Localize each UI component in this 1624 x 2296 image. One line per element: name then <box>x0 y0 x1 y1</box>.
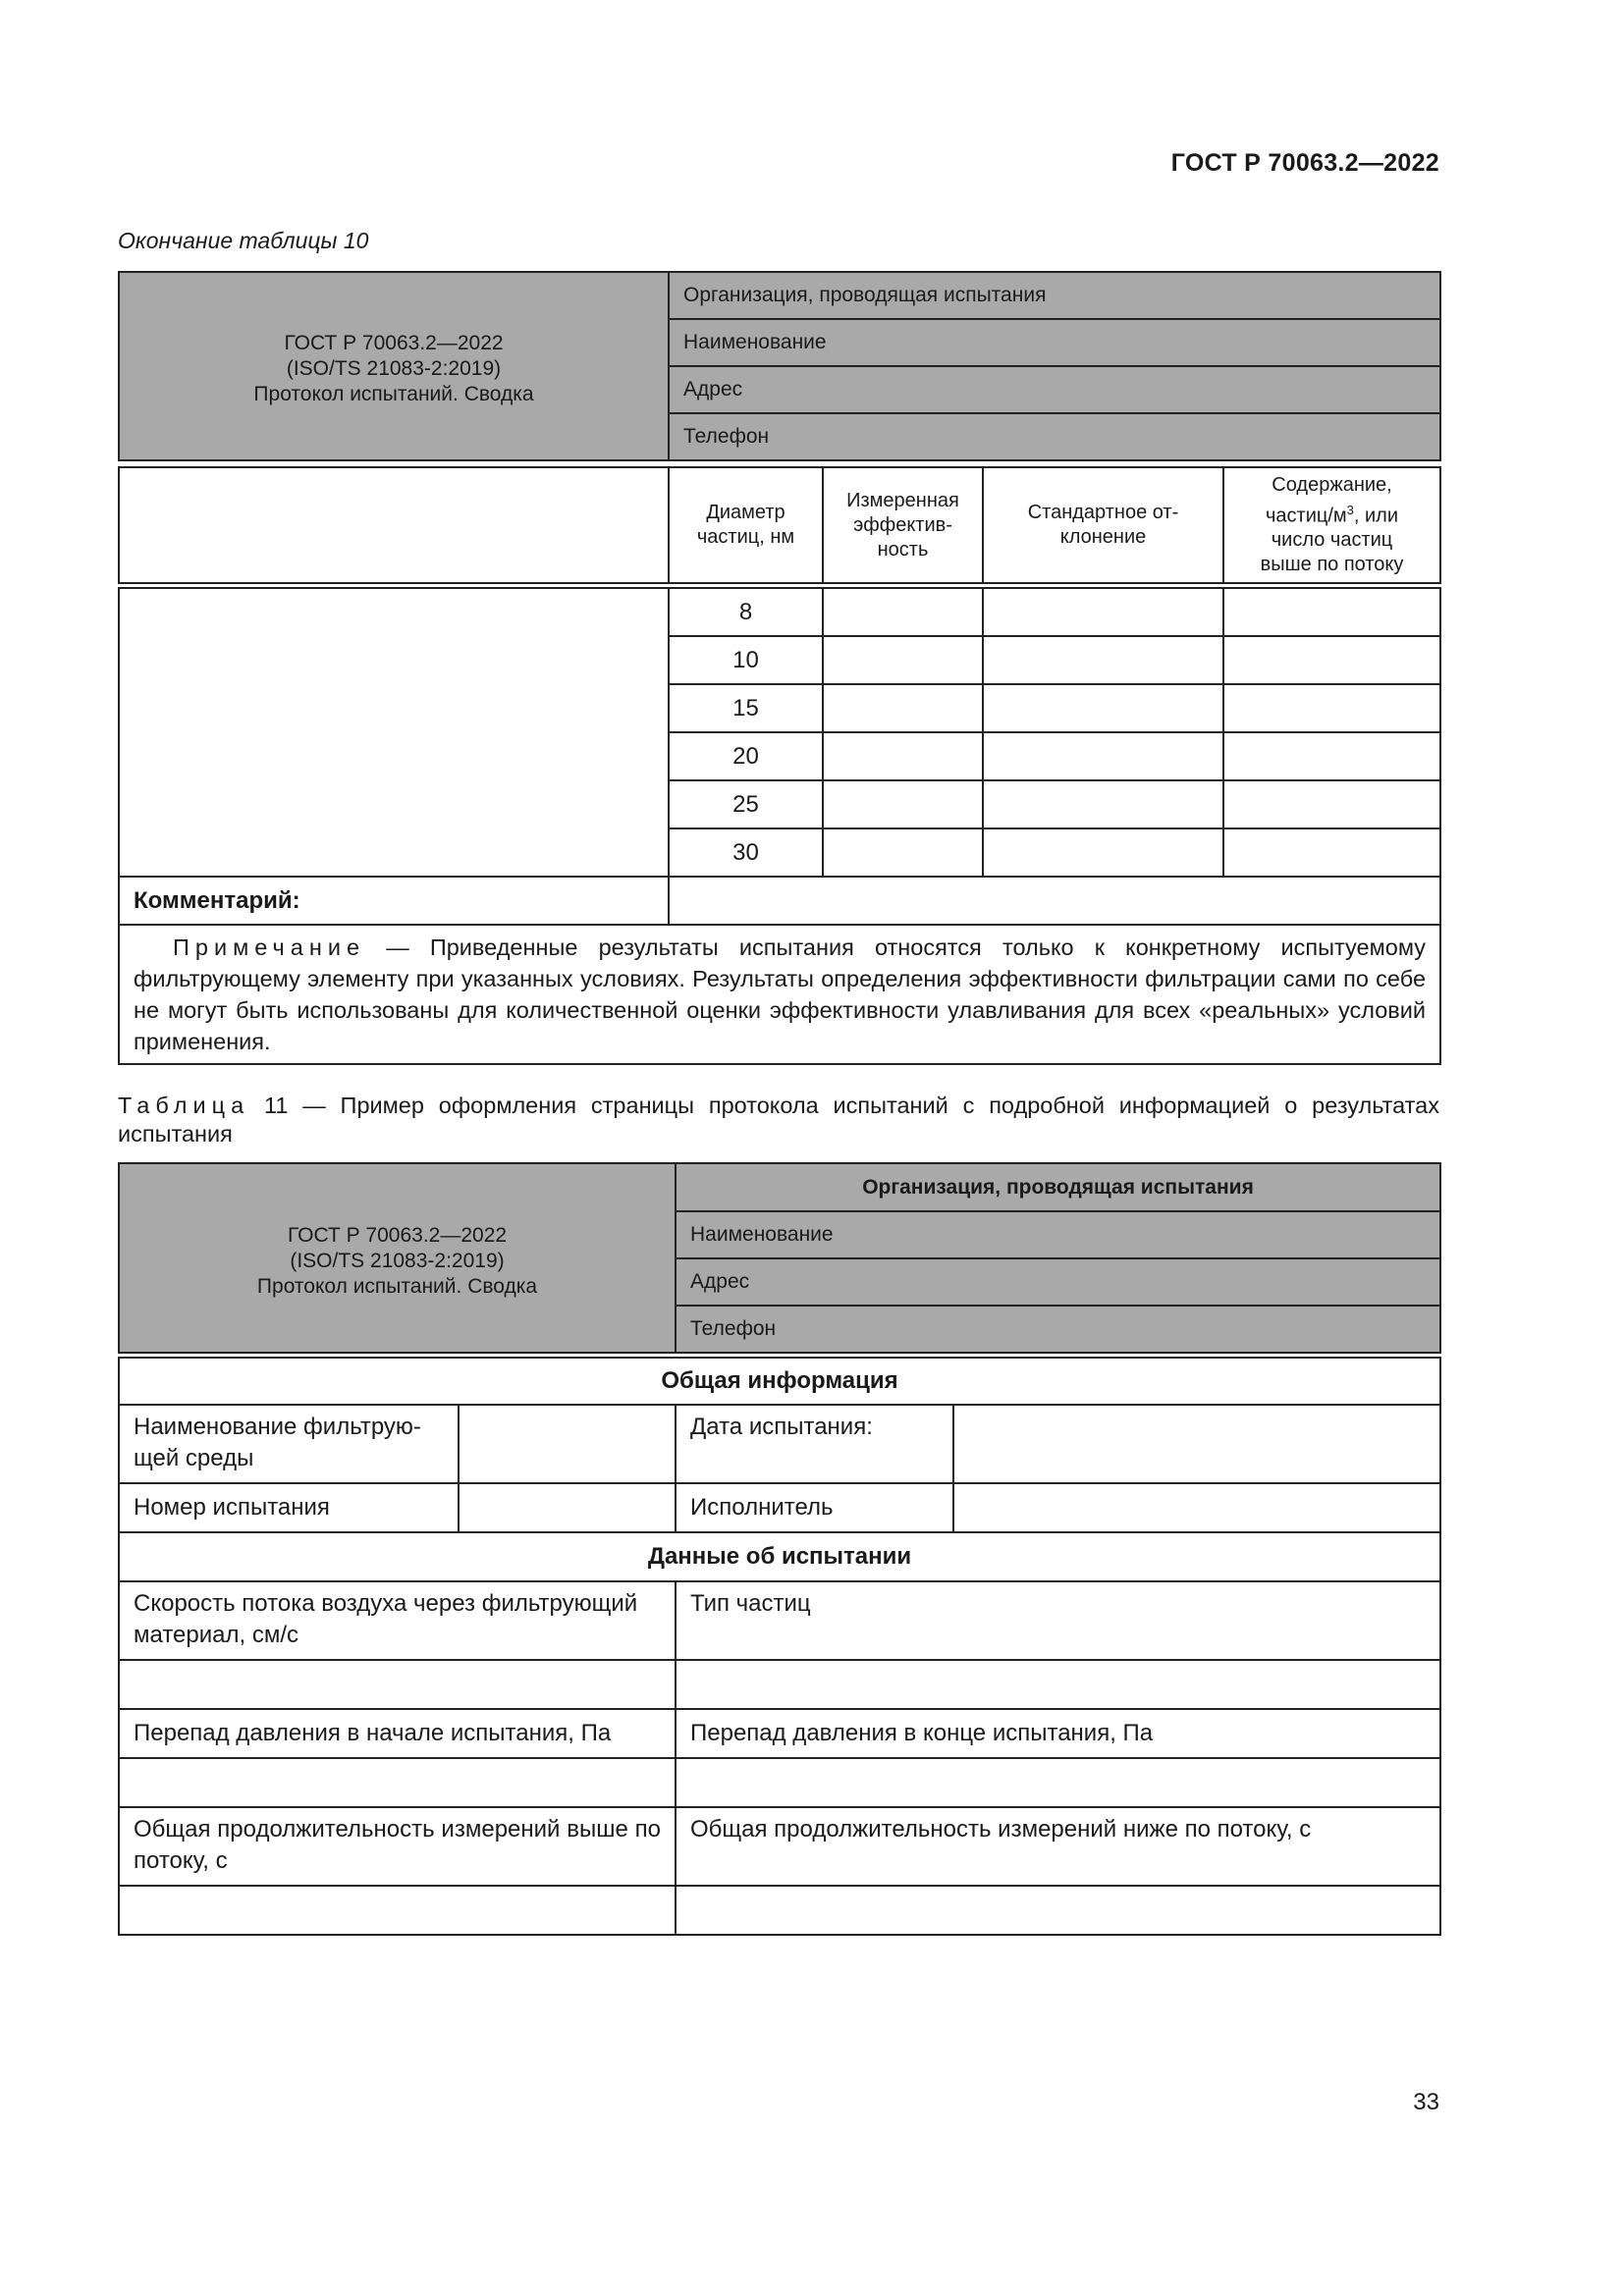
diameter-25: 25 <box>669 780 823 828</box>
table-11-title: 11 — Пример оформления страницы протокола испытаний с подробной информацией о результатах испытания <box>118 1093 1439 1147</box>
note-label: Примечание <box>173 934 366 960</box>
protocol-header-block <box>119 272 669 460</box>
org-address-label: Адрес <box>669 366 1440 413</box>
stddev-cell <box>983 732 1223 780</box>
duration-upstream-value <box>119 1886 676 1935</box>
org-phone-label: Телефон <box>669 413 1440 460</box>
efficiency-cell <box>823 636 983 684</box>
executor-value <box>953 1483 1440 1532</box>
stddev-cell <box>983 684 1223 732</box>
table-11 <box>118 1162 1441 1936</box>
org-title: Организация, проводящая испытания <box>669 272 1440 319</box>
content-cell <box>1223 828 1440 877</box>
stddev-cell <box>983 780 1223 828</box>
particle-type-label: Тип частиц <box>676 1581 1440 1660</box>
test-number-value <box>459 1483 676 1532</box>
efficiency-cell <box>823 684 983 732</box>
table-10 <box>118 271 1441 1065</box>
comment-value <box>669 877 1440 925</box>
dp-start-value <box>119 1758 676 1807</box>
protocol-title: Протокол испытаний. Сводка <box>253 383 534 405</box>
col-upstream-content: Содержание, частиц/$м^3$, или число частиц выше по потоку <box>1223 467 1440 583</box>
efficiency-cell <box>823 588 983 636</box>
iso-code: (ISO/TS 21083-2:2019) <box>286 357 502 380</box>
org-name-label: Наименование <box>669 319 1440 366</box>
executor-label: Исполнитель <box>676 1483 953 1532</box>
diameter-15: 15 <box>669 684 823 732</box>
table-11-label: Таблица <box>118 1093 250 1118</box>
air-velocity-value <box>119 1660 676 1709</box>
protocol-title: Протокол испытаний. Сводка <box>256 1274 538 1298</box>
efficiency-cell <box>823 732 983 780</box>
col-stddev: Стандартное от- клонение <box>983 467 1223 583</box>
note-text: — Приведенные результаты испытания относятся только к конкретному испытуемому фильтрующему элементу при указанных условиях. Результаты определения эффективности фильтрации сами по себе не могут быть использованы для количественной оценки эффективности улавливания для всех «реальных» условий применения. <box>134 934 1427 1054</box>
standard-code: ГОСТ Р 70063.2—2022 <box>287 1223 508 1247</box>
test-date-value <box>953 1405 1440 1483</box>
iso-code: (ISO/TS 21083-2:2019) <box>290 1249 505 1272</box>
note-block <box>119 925 1440 1064</box>
dp-end-value <box>676 1758 1440 1807</box>
org-address-label: Адрес <box>676 1258 1440 1306</box>
org-title: Организация, проводящая испытания <box>676 1163 1440 1211</box>
test-date-label: Дата испытания: <box>676 1405 953 1483</box>
col-efficiency: Измеренная эффектив- ность <box>823 467 983 583</box>
test-data-heading: Данные об испытании <box>119 1532 1440 1581</box>
content-cell <box>1223 588 1440 636</box>
test-number-label: Номер испытания <box>119 1483 459 1532</box>
dp-end-label: Перепад давления в конце испытания, Па <box>676 1709 1440 1758</box>
content-cell <box>1223 684 1440 732</box>
content-cell <box>1223 780 1440 828</box>
duration-downstream-label: Общая продолжительность измерений ниже по потоку, с <box>676 1807 1440 1886</box>
content-cell <box>1223 636 1440 684</box>
stddev-cell <box>983 828 1223 877</box>
particle-type-value <box>676 1660 1440 1709</box>
comment-label: Комментарий: <box>119 877 669 925</box>
diameter-20: 20 <box>669 732 823 780</box>
duration-upstream-label: Общая продолжительность измерений выше по потоку, с <box>119 1807 676 1886</box>
org-phone-label: Телефон <box>676 1306 1440 1353</box>
empty-header-cell <box>119 467 669 583</box>
efficiency-cell <box>823 828 983 877</box>
general-info-heading: Общая информация <box>119 1358 1440 1405</box>
org-name-label: Наименование <box>676 1211 1440 1258</box>
content-cell <box>1223 732 1440 780</box>
air-velocity-label: Скорость потока воздуха через фильтрующий материал, см/с <box>119 1581 676 1660</box>
stddev-cell <box>983 588 1223 636</box>
page-number: 33 <box>1413 2089 1439 2115</box>
protocol-header-block <box>119 1163 676 1353</box>
table-11-caption <box>118 1092 1439 1148</box>
duration-downstream-value <box>676 1886 1440 1935</box>
document-code: ГОСТ Р 70063.2—2022 <box>1170 149 1439 177</box>
results-left-cell <box>119 588 669 877</box>
diameter-10: 10 <box>669 636 823 684</box>
filter-medium-name-value <box>459 1405 676 1483</box>
dp-start-label: Перепад давления в начале испытания, Па <box>119 1709 676 1758</box>
standard-code: ГОСТ Р 70063.2—2022 <box>284 332 504 354</box>
col-diameter: Диаметр частиц, нм <box>669 467 823 583</box>
table-continuation-caption: Окончание таблицы 10 <box>118 228 369 253</box>
diameter-8: 8 <box>669 588 823 636</box>
diameter-30: 30 <box>669 828 823 877</box>
efficiency-cell <box>823 780 983 828</box>
filter-medium-name-label: Наименование фильтрую-щей среды <box>119 1405 459 1483</box>
stddev-cell <box>983 636 1223 684</box>
